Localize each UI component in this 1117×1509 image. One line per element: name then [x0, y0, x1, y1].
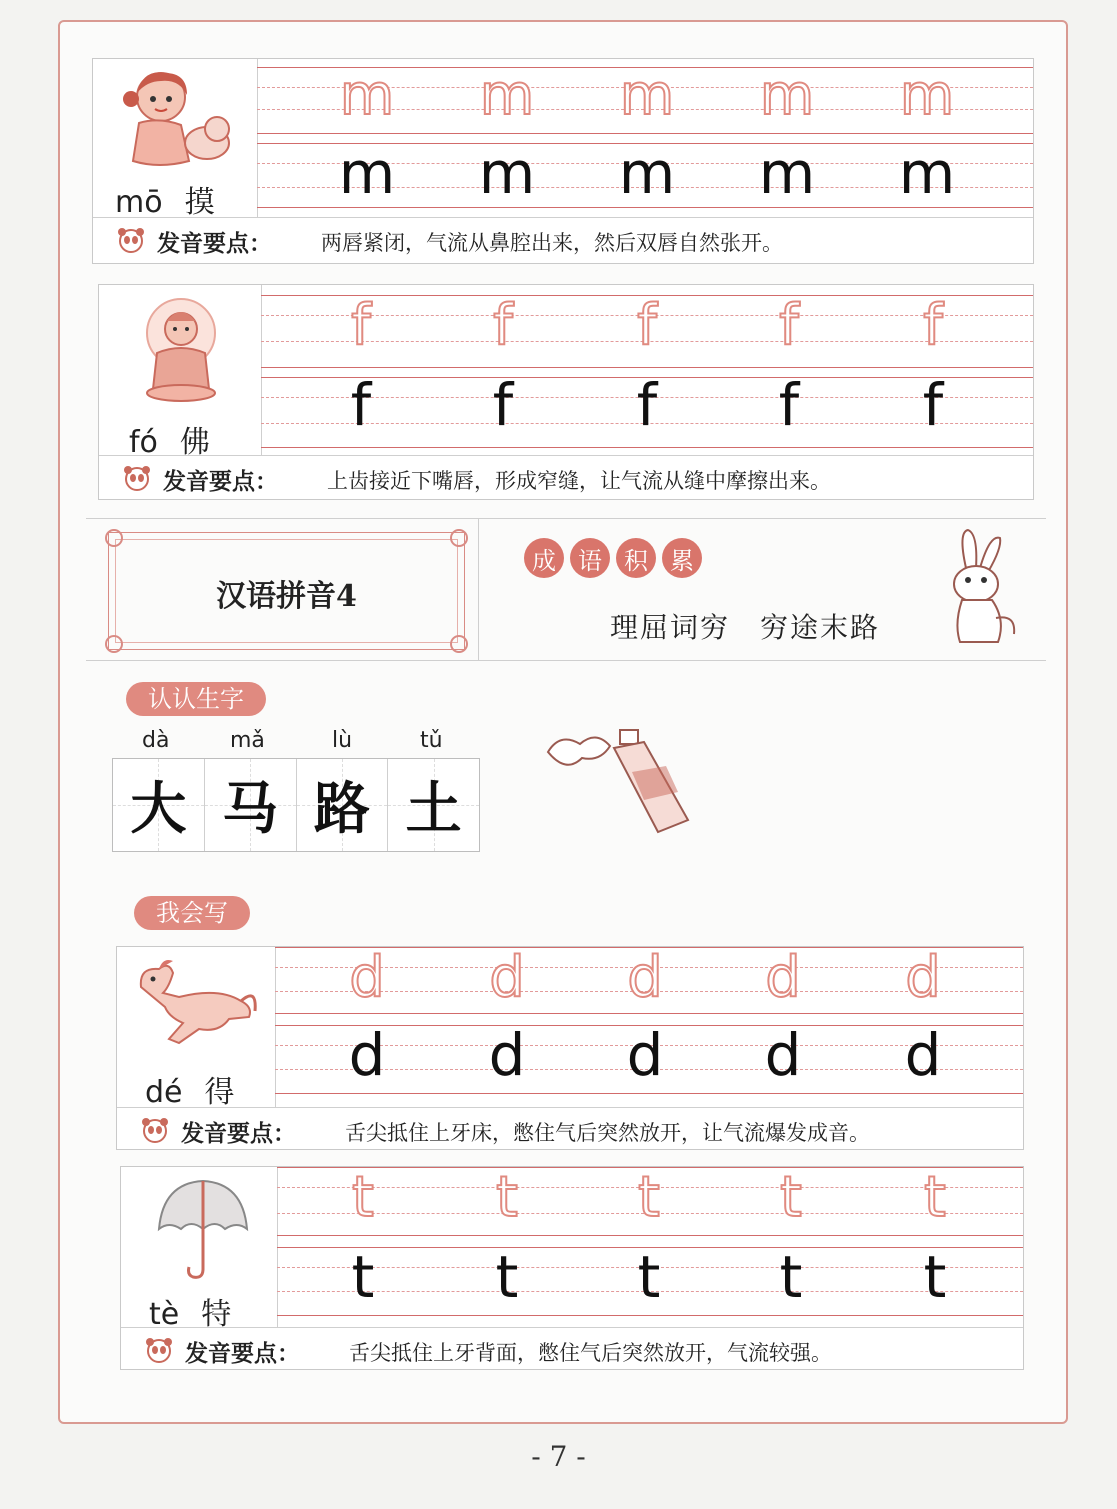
trace-letter: d [905, 945, 941, 1010]
page-number: - 7 - [531, 1440, 586, 1473]
tip-text: 两唇紧闭，气流从鼻腔出来，然后双唇自然张开。 [321, 231, 783, 255]
char-cell [205, 759, 297, 851]
model-letter: m [338, 139, 396, 207]
model-letter: m [898, 139, 956, 207]
char-hanzi: 路 [313, 776, 370, 842]
char-hanzi: 土 [405, 776, 462, 842]
girl-with-puppy-icon [109, 65, 239, 175]
char-pinyin: tǔ [420, 728, 443, 753]
char-hanzi: 大 [130, 776, 187, 842]
spray-can-icon [540, 722, 700, 842]
pronunciation-tip [117, 1107, 1023, 1152]
trace-letter: d [627, 945, 663, 1010]
tip-title: 发音要点： [157, 230, 272, 257]
letter-card-t [120, 1166, 1024, 1370]
pinyin-text: mō [115, 185, 163, 220]
char-pinyin: dà [142, 728, 170, 753]
model-letter: m [758, 139, 816, 207]
model-letter: t [923, 1243, 947, 1311]
trace-letter: t [496, 1165, 518, 1230]
hanzi-text: 特 [201, 1297, 232, 1332]
trace-letter: t [352, 1165, 374, 1230]
trace-letter: f [779, 293, 799, 358]
model-letter: d [626, 1021, 664, 1089]
idiom-heading-char: 成 [524, 538, 564, 578]
rabbit-icon [932, 528, 1022, 648]
char-pinyin: lù [332, 728, 353, 753]
horse-icon [129, 957, 259, 1057]
picture-cell [93, 59, 258, 218]
model-letter: f [492, 371, 514, 439]
umbrella-icon [153, 1173, 253, 1283]
pinyin-label [115, 177, 215, 221]
tip-title: 发音要点： [163, 468, 278, 495]
trace-letter: t [638, 1165, 660, 1230]
section-divider [86, 518, 1046, 519]
trace-letter: m [899, 63, 955, 128]
character-grid [112, 758, 480, 852]
trace-letter: m [619, 63, 675, 128]
lesson-title: 汉语拼音4 [216, 579, 357, 614]
model-letter: d [904, 1021, 942, 1089]
model-letter: m [618, 139, 676, 207]
writing-area [257, 59, 1033, 217]
section-divider [478, 518, 479, 660]
model-letter: t [495, 1243, 519, 1311]
tip-title: 发音要点： [185, 1340, 300, 1367]
letter-card-m [92, 58, 1034, 264]
pinyin-text: fó [129, 425, 158, 460]
tip-text: 舌尖抵住上牙背面，憋住气后突然放开，气流较强。 [349, 1341, 832, 1365]
tip-text: 上齿接近下嘴唇，形成窄缝，让气流从缝中摩擦出来。 [327, 469, 831, 493]
tip-text: 舌尖抵住上牙床，憋住气后突然放开，让气流爆发成音。 [345, 1121, 870, 1145]
trace-letter: f [637, 293, 657, 358]
trace-letter: t [780, 1165, 802, 1230]
model-letter: t [351, 1243, 375, 1311]
trace-letter: d [349, 945, 385, 1010]
writing-area [275, 947, 1023, 1107]
model-letter: d [488, 1021, 526, 1089]
picture-cell [121, 1167, 278, 1332]
hanzi-text: 得 [204, 1075, 235, 1110]
model-letter: d [764, 1021, 802, 1089]
tip-title: 发音要点： [181, 1120, 296, 1147]
pronunciation-tip [99, 455, 1033, 500]
pinyin-text: tè [149, 1297, 180, 1332]
idiom-heading-char: 语 [570, 538, 610, 578]
writing-area [261, 285, 1033, 455]
hanzi-text: 佛 [179, 425, 210, 460]
model-letter: t [779, 1243, 803, 1311]
buddha-icon [131, 293, 231, 403]
idiom-heading [524, 538, 702, 578]
trace-letter: f [493, 293, 513, 358]
panda-icon [117, 227, 145, 253]
char-cell [297, 759, 389, 851]
trace-letter: m [339, 63, 395, 128]
panda-icon [141, 1117, 169, 1143]
idiom-heading-char: 累 [662, 538, 702, 578]
model-letter: f [636, 371, 658, 439]
panda-icon [145, 1337, 173, 1363]
letter-card-d [116, 946, 1024, 1150]
model-letter: d [348, 1021, 386, 1089]
hanzi-text: 摸 [184, 185, 215, 220]
model-letter: m [478, 139, 536, 207]
section-divider [86, 660, 1046, 661]
trace-letter: f [351, 293, 371, 358]
picture-cell [99, 285, 262, 460]
pronunciation-tip [121, 1327, 1023, 1372]
write-badge: 我会写 [134, 896, 250, 930]
char-cell [113, 759, 205, 851]
model-letter: f [778, 371, 800, 439]
model-letter: f [350, 371, 372, 439]
pinyin-label [145, 1067, 235, 1111]
trace-letter: d [765, 945, 801, 1010]
picture-cell [117, 947, 276, 1108]
panda-icon [123, 465, 151, 491]
letter-card-f [98, 284, 1034, 500]
trace-letter: f [923, 293, 943, 358]
model-letter: t [637, 1243, 661, 1311]
lesson-title-box [108, 532, 465, 650]
pronunciation-tip [93, 217, 1033, 262]
char-pinyin: mǎ [230, 728, 265, 753]
char-cell [388, 759, 479, 851]
idiom-heading-char: 积 [616, 538, 656, 578]
trace-letter: m [479, 63, 535, 128]
idiom-text: 理屈词穷 穷途末路 [610, 611, 881, 644]
model-letter: f [922, 371, 944, 439]
pinyin-text: dé [145, 1075, 183, 1110]
char-hanzi: 马 [222, 776, 279, 842]
recognize-badge: 认认生字 [126, 682, 266, 716]
trace-letter: m [759, 63, 815, 128]
writing-area [277, 1167, 1023, 1327]
trace-letter: d [489, 945, 525, 1010]
trace-letter: t [924, 1165, 946, 1230]
